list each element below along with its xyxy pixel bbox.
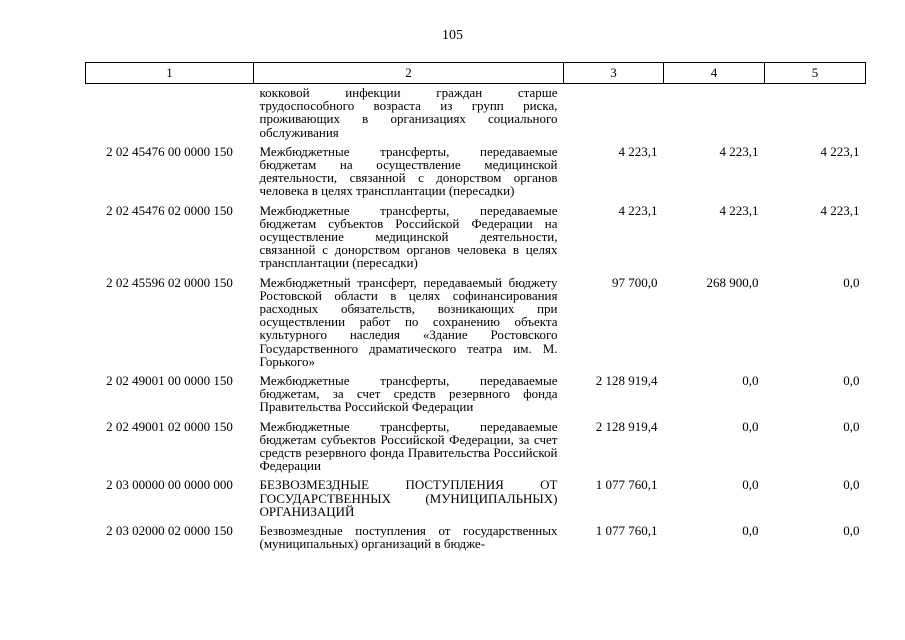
column-header-1: 1 <box>86 63 254 84</box>
column-header-5: 5 <box>765 63 866 84</box>
value-col-5: 0,0 <box>843 274 860 290</box>
value-col-4: 0,0 <box>742 418 759 434</box>
value-col-5 <box>765 84 866 145</box>
value-col-3 <box>564 84 664 145</box>
row-description: БЕЗВОЗМЕЗДНЫЕ ПОСТУПЛЕНИЯ ОТ ГОСУДАРСТВЕННЫХ (МУНИЦИПАЛЬНЫХ) ОРГАНИЗАЦИЙ <box>259 477 558 519</box>
budget-table <box>85 62 866 557</box>
value-col-5: 4 223,1 <box>820 143 860 159</box>
table-row <box>86 145 866 204</box>
row-description: Межбюджетные трансферты, передаваемые бюджетам на осуществление медицинской деятельности, связанной с донорством органов человека в целях трансплантации (пересадки) <box>259 143 558 199</box>
value-col-5: 0,0 <box>843 418 860 434</box>
budget-code: 2 02 49001 00 0000 150 <box>106 373 233 389</box>
value-col-3: 97 700,0 <box>612 274 658 290</box>
page-number: 105 <box>442 28 463 43</box>
value-col-5: 0,0 <box>843 373 860 389</box>
value-col-4: 4 223,1 <box>719 202 759 218</box>
table-row <box>86 374 866 420</box>
header-row <box>86 63 866 84</box>
value-col-3: 4 223,1 <box>618 143 658 159</box>
value-col-4 <box>664 84 765 145</box>
value-col-3: 2 128 919,4 <box>595 373 658 389</box>
table-row <box>86 478 866 524</box>
row-description: Межбюджетные трансферты, передаваемые бюджетам субъектов Российской Федерации на осуществление медицинской деятельности, связанной с донорством органов человека в целях трансплантации (пересадки) <box>259 202 558 271</box>
column-header-4: 4 <box>664 63 765 84</box>
value-col-5: 4 223,1 <box>820 202 860 218</box>
value-col-4: 0,0 <box>742 523 759 539</box>
budget-code <box>86 84 254 145</box>
table-row <box>86 524 866 556</box>
value-col-5: 0,0 <box>843 477 860 493</box>
value-col-3: 1 077 760,1 <box>595 523 658 539</box>
table-row <box>86 420 866 479</box>
budget-code: 2 02 45476 02 0000 150 <box>106 202 233 218</box>
table-row <box>86 204 866 276</box>
table-row <box>86 84 866 145</box>
table-body <box>86 84 866 557</box>
table-row <box>86 276 866 374</box>
value-col-4: 268 900,0 <box>706 274 759 290</box>
value-col-3: 4 223,1 <box>618 202 658 218</box>
budget-code: 2 02 49001 02 0000 150 <box>106 418 233 434</box>
budget-code: 2 03 02000 02 0000 150 <box>106 523 233 539</box>
row-description: Межбюджетный трансферт, передаваемый бюджету Ростовской области в целях софинансирования расходных обязательств, возникающих при осуществлении работ по сохранению объекта культурного наследия «Здание Ростовского Государственного драматического театра им. М. Горького» <box>259 274 558 369</box>
budget-code: 2 03 00000 00 0000 000 <box>106 477 233 493</box>
budget-code: 2 02 45476 00 0000 150 <box>106 143 233 159</box>
value-col-5: 0,0 <box>843 523 860 539</box>
value-col-4: 4 223,1 <box>719 143 759 159</box>
value-col-3: 1 077 760,1 <box>595 477 658 493</box>
value-col-4: 0,0 <box>742 477 759 493</box>
value-col-4: 0,0 <box>742 373 759 389</box>
column-header-3: 3 <box>564 63 664 84</box>
value-col-3: 2 128 919,4 <box>595 418 658 434</box>
row-description: кокковой инфекции граждан старше трудоспособного возраста из групп риска, проживающих в организациях социального обслуживания <box>259 85 558 140</box>
budget-code: 2 02 45596 02 0000 150 <box>106 274 233 290</box>
row-description: Межбюджетные трансферты, передаваемые бюджетам субъектов Российской Федерации, за счет средств резервного фонда Правительства Российской Федерации <box>259 418 558 474</box>
column-header-2: 2 <box>254 63 564 84</box>
row-description: Безвозмездные поступления от государственных (муниципальных) организаций в бюдже- <box>259 523 558 552</box>
row-description: Межбюджетные трансферты, передаваемые бюджетам, за счет средств резервного фонда Правительства Российской Федерации <box>259 373 558 415</box>
table-header <box>86 63 866 84</box>
